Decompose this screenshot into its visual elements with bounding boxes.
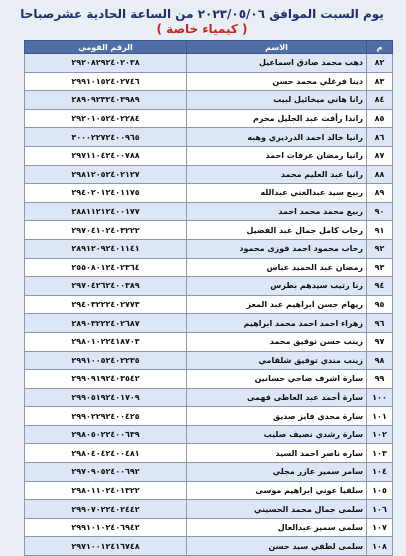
national-id-cell: ٢٩٨٠١١٠٢٤٠١٣٢٢ — [25, 481, 187, 500]
row-number-cell: ١٠٥ — [367, 481, 393, 500]
student-name-cell: رحاب كامل جمال عبد الفضيل — [187, 221, 367, 240]
student-name-cell: دينا فرغلي محمد حسن — [187, 72, 367, 91]
row-number-cell: ١٠٧ — [367, 518, 393, 537]
row-number-cell: ٨٧ — [367, 146, 393, 165]
student-name-cell: رانيا عبد العليم محمد — [187, 165, 367, 184]
student-name-cell: دهب محمد صادق اسماعيل — [187, 54, 367, 73]
table-header-row — [25, 41, 393, 54]
student-name-cell: سلفيا عوني ابراهيم موسى — [187, 481, 367, 500]
row-number-cell: ٨٨ — [367, 165, 393, 184]
national-id-cell: ٢٨٨١١٢١٢٤٠٠١٧٧ — [25, 202, 187, 221]
student-name-cell: رانيا رمضان عرفات احمد — [187, 146, 367, 165]
page-title: يوم السبت الموافق ٢٠٢٣/٠٥/٠٦ من الساعة الحادية عشرصباحا — [20, 7, 384, 21]
column-header-national-id: الرقم القومي — [25, 41, 187, 54]
table-row — [25, 91, 393, 110]
table-row — [25, 332, 393, 351]
national-id-cell: ٢٩٩٠٥١٩٢٤٠١٧٠٩ — [25, 388, 187, 407]
row-number-cell: ٨٣ — [367, 72, 393, 91]
national-id-cell: ٢٩٢٠٨٢٩٢٤٠٢٠٣٨ — [25, 54, 187, 73]
row-number-cell: ٩٨ — [367, 351, 393, 370]
row-number-cell: ٩١ — [367, 221, 393, 240]
student-name-cell: زينب حسن توفيق محمد — [187, 332, 367, 351]
table-row — [25, 388, 393, 407]
table-row — [25, 537, 393, 556]
student-name-cell: سارة مجدي فايز صديق — [187, 407, 367, 426]
table-row — [25, 239, 393, 258]
table-row — [25, 202, 393, 221]
students-table — [24, 40, 393, 556]
table-row — [25, 463, 393, 482]
student-name-cell: راندا رأفت عبد الجليل محرم — [187, 109, 367, 128]
row-number-cell: ٩٣ — [367, 258, 393, 277]
student-name-cell: رحاب محمود احمد فوزى محمود — [187, 239, 367, 258]
table-row — [25, 518, 393, 537]
row-number-cell: ١٠٠ — [367, 388, 393, 407]
row-number-cell: ٩٠ — [367, 202, 393, 221]
national-id-cell: ٢٩٩٠٧٠٢٢٤٠٢٤٤٢ — [25, 500, 187, 519]
national-id-cell: ٢٩٧٠٩٠٥٢٤٠٠٦٩٢ — [25, 463, 187, 482]
national-id-cell: ٢٩٩٠٩١٩٢٤٠٣٥٤٢ — [25, 370, 187, 389]
student-name-cell: سارة أحمد عبد العاطى فهمى — [187, 388, 367, 407]
table-row — [25, 184, 393, 203]
table-row — [25, 128, 393, 147]
national-id-cell: ٢٩٩١٠٠٥٢٤٠٢٢٣٥ — [25, 351, 187, 370]
national-id-cell: ٢٩٧٠٤١٠٢٤٠٣٢٢٢ — [25, 221, 187, 240]
row-number-cell: ١٠٨ — [367, 537, 393, 556]
student-name-cell: زهراء احمد احمد محمد ابراهيم — [187, 314, 367, 333]
table-row — [25, 370, 393, 389]
table-row — [25, 54, 393, 73]
student-name-cell: رانيا خالد احمد الدرديري وهبه — [187, 128, 367, 147]
student-name-cell: ساره ناصر احمد السيد — [187, 444, 367, 463]
national-id-cell: ٢٩٧١٠٠١٢٤١٦٧٤٨ — [25, 537, 187, 556]
table-row — [25, 351, 393, 370]
student-name-cell: ربيع محمد محمد احمد — [187, 202, 367, 221]
table-row — [25, 258, 393, 277]
national-id-cell: ٢٩٨١٢٠٥٢٤٠٢١٢٧ — [25, 165, 187, 184]
student-name-cell: ربيع سيد عبدالغني عبدالله — [187, 184, 367, 203]
table-row — [25, 425, 393, 444]
row-number-cell: ١٠٤ — [367, 463, 393, 482]
student-name-cell: زينب مندي توفيق شلقامي — [187, 351, 367, 370]
national-id-cell: ٢٩٩١٠١٠٢٤٠٦٩٤٢ — [25, 518, 187, 537]
national-id-cell: ٢٩٨٠٥٠٢٢٤٠٠٦٣٩ — [25, 425, 187, 444]
table-row — [25, 295, 393, 314]
student-name-cell: سلمى سمير عبدالعال — [187, 518, 367, 537]
student-name-cell: سامر سمير عازر مجلي — [187, 463, 367, 482]
row-number-cell: ٩٩ — [367, 370, 393, 389]
national-id-cell: ٢٩٤٠٢٠١٢٤٠١١٧٥ — [25, 184, 187, 203]
national-id-cell: ٢٩٧٠٤٢٦٢٤٠٠٣٨٩ — [25, 277, 187, 296]
national-id-cell: ٢٥٥٠٨٠١٢٤٠٢٣٦٤ — [25, 258, 187, 277]
national-id-cell: ٢٩٢٠١٠٥٢٤٠٢٢٨٤ — [25, 109, 187, 128]
student-name-cell: رنا رتيب سيدهم بطرس — [187, 277, 367, 296]
student-name-cell: سلمى جمال محمد الحسيني — [187, 500, 367, 519]
national-id-cell: ٢٩٧١١٠٤٢٤٠٠٧٨٨ — [25, 146, 187, 165]
national-id-cell: ٢٨٩٠٣٢٢٢٤٠٢٦٨٧ — [25, 314, 187, 333]
row-number-cell: ١٠٢ — [367, 425, 393, 444]
column-header-name: الاسم — [187, 41, 367, 54]
student-name-cell: رانا هاني ميخائيل لبيب — [187, 91, 367, 110]
table-row — [25, 221, 393, 240]
student-name-cell: سلمى لطفي سيد حسن — [187, 537, 367, 556]
national-id-cell: ٢٩٤٠٣٢٢٢٤٠٢٧٧٣ — [25, 295, 187, 314]
student-name-cell: ريهام حسن ابراهيم عبد المعز — [187, 295, 367, 314]
student-name-cell: رمضان عبد الحميد عباس — [187, 258, 367, 277]
page-subtitle: ( كيمياء خاصة ) — [156, 22, 248, 36]
row-number-cell: ١٠٣ — [367, 444, 393, 463]
table-row — [25, 146, 393, 165]
row-number-cell: ٩٦ — [367, 314, 393, 333]
table-row — [25, 481, 393, 500]
national-id-cell: ٢٨٩٠٩٢٣٢٤٠٣٩٨٩ — [25, 91, 187, 110]
row-number-cell: ٨٢ — [367, 54, 393, 73]
row-number-cell: ٩٢ — [367, 239, 393, 258]
row-number-cell: ٨٤ — [367, 91, 393, 110]
table-row — [25, 407, 393, 426]
student-name-cell: سارة اشرف ضاحي حسانين — [187, 370, 367, 389]
row-number-cell: ١٠٦ — [367, 500, 393, 519]
national-id-cell: ٢٩٩١٠١٥٢٤٠٢٧٤٦ — [25, 72, 187, 91]
national-id-cell: ٢٩٨٠١٠٢٢٤١٨٧٠٣ — [25, 332, 187, 351]
row-number-cell: ٩٥ — [367, 295, 393, 314]
table-row — [25, 165, 393, 184]
national-id-cell: ٢٩٨٠٤٠٤٢٤٠٠٤٨١ — [25, 444, 187, 463]
row-number-cell: ٩٤ — [367, 277, 393, 296]
student-name-cell: سارة رشدي نصيف صليب — [187, 425, 367, 444]
table-row — [25, 109, 393, 128]
national-id-cell: ٣٠٠٠٢٢٧٢٤٠٠٩٦٥ — [25, 128, 187, 147]
table-row — [25, 500, 393, 519]
row-number-cell: ٨٩ — [367, 184, 393, 203]
national-id-cell: ٢٨٩١٢٠٩٢٤٠١١٤١ — [25, 239, 187, 258]
table-row — [25, 444, 393, 463]
row-number-cell: ٨٥ — [367, 109, 393, 128]
table-row — [25, 314, 393, 333]
national-id-cell: ٢٩٩٠٢٢٩٢٤٠٠٤٢٥ — [25, 407, 187, 426]
column-header-number: م — [367, 41, 393, 54]
row-number-cell: ٩٧ — [367, 332, 393, 351]
table-row — [25, 72, 393, 91]
row-number-cell: ١٠١ — [367, 407, 393, 426]
table-row — [25, 277, 393, 296]
row-number-cell: ٨٦ — [367, 128, 393, 147]
